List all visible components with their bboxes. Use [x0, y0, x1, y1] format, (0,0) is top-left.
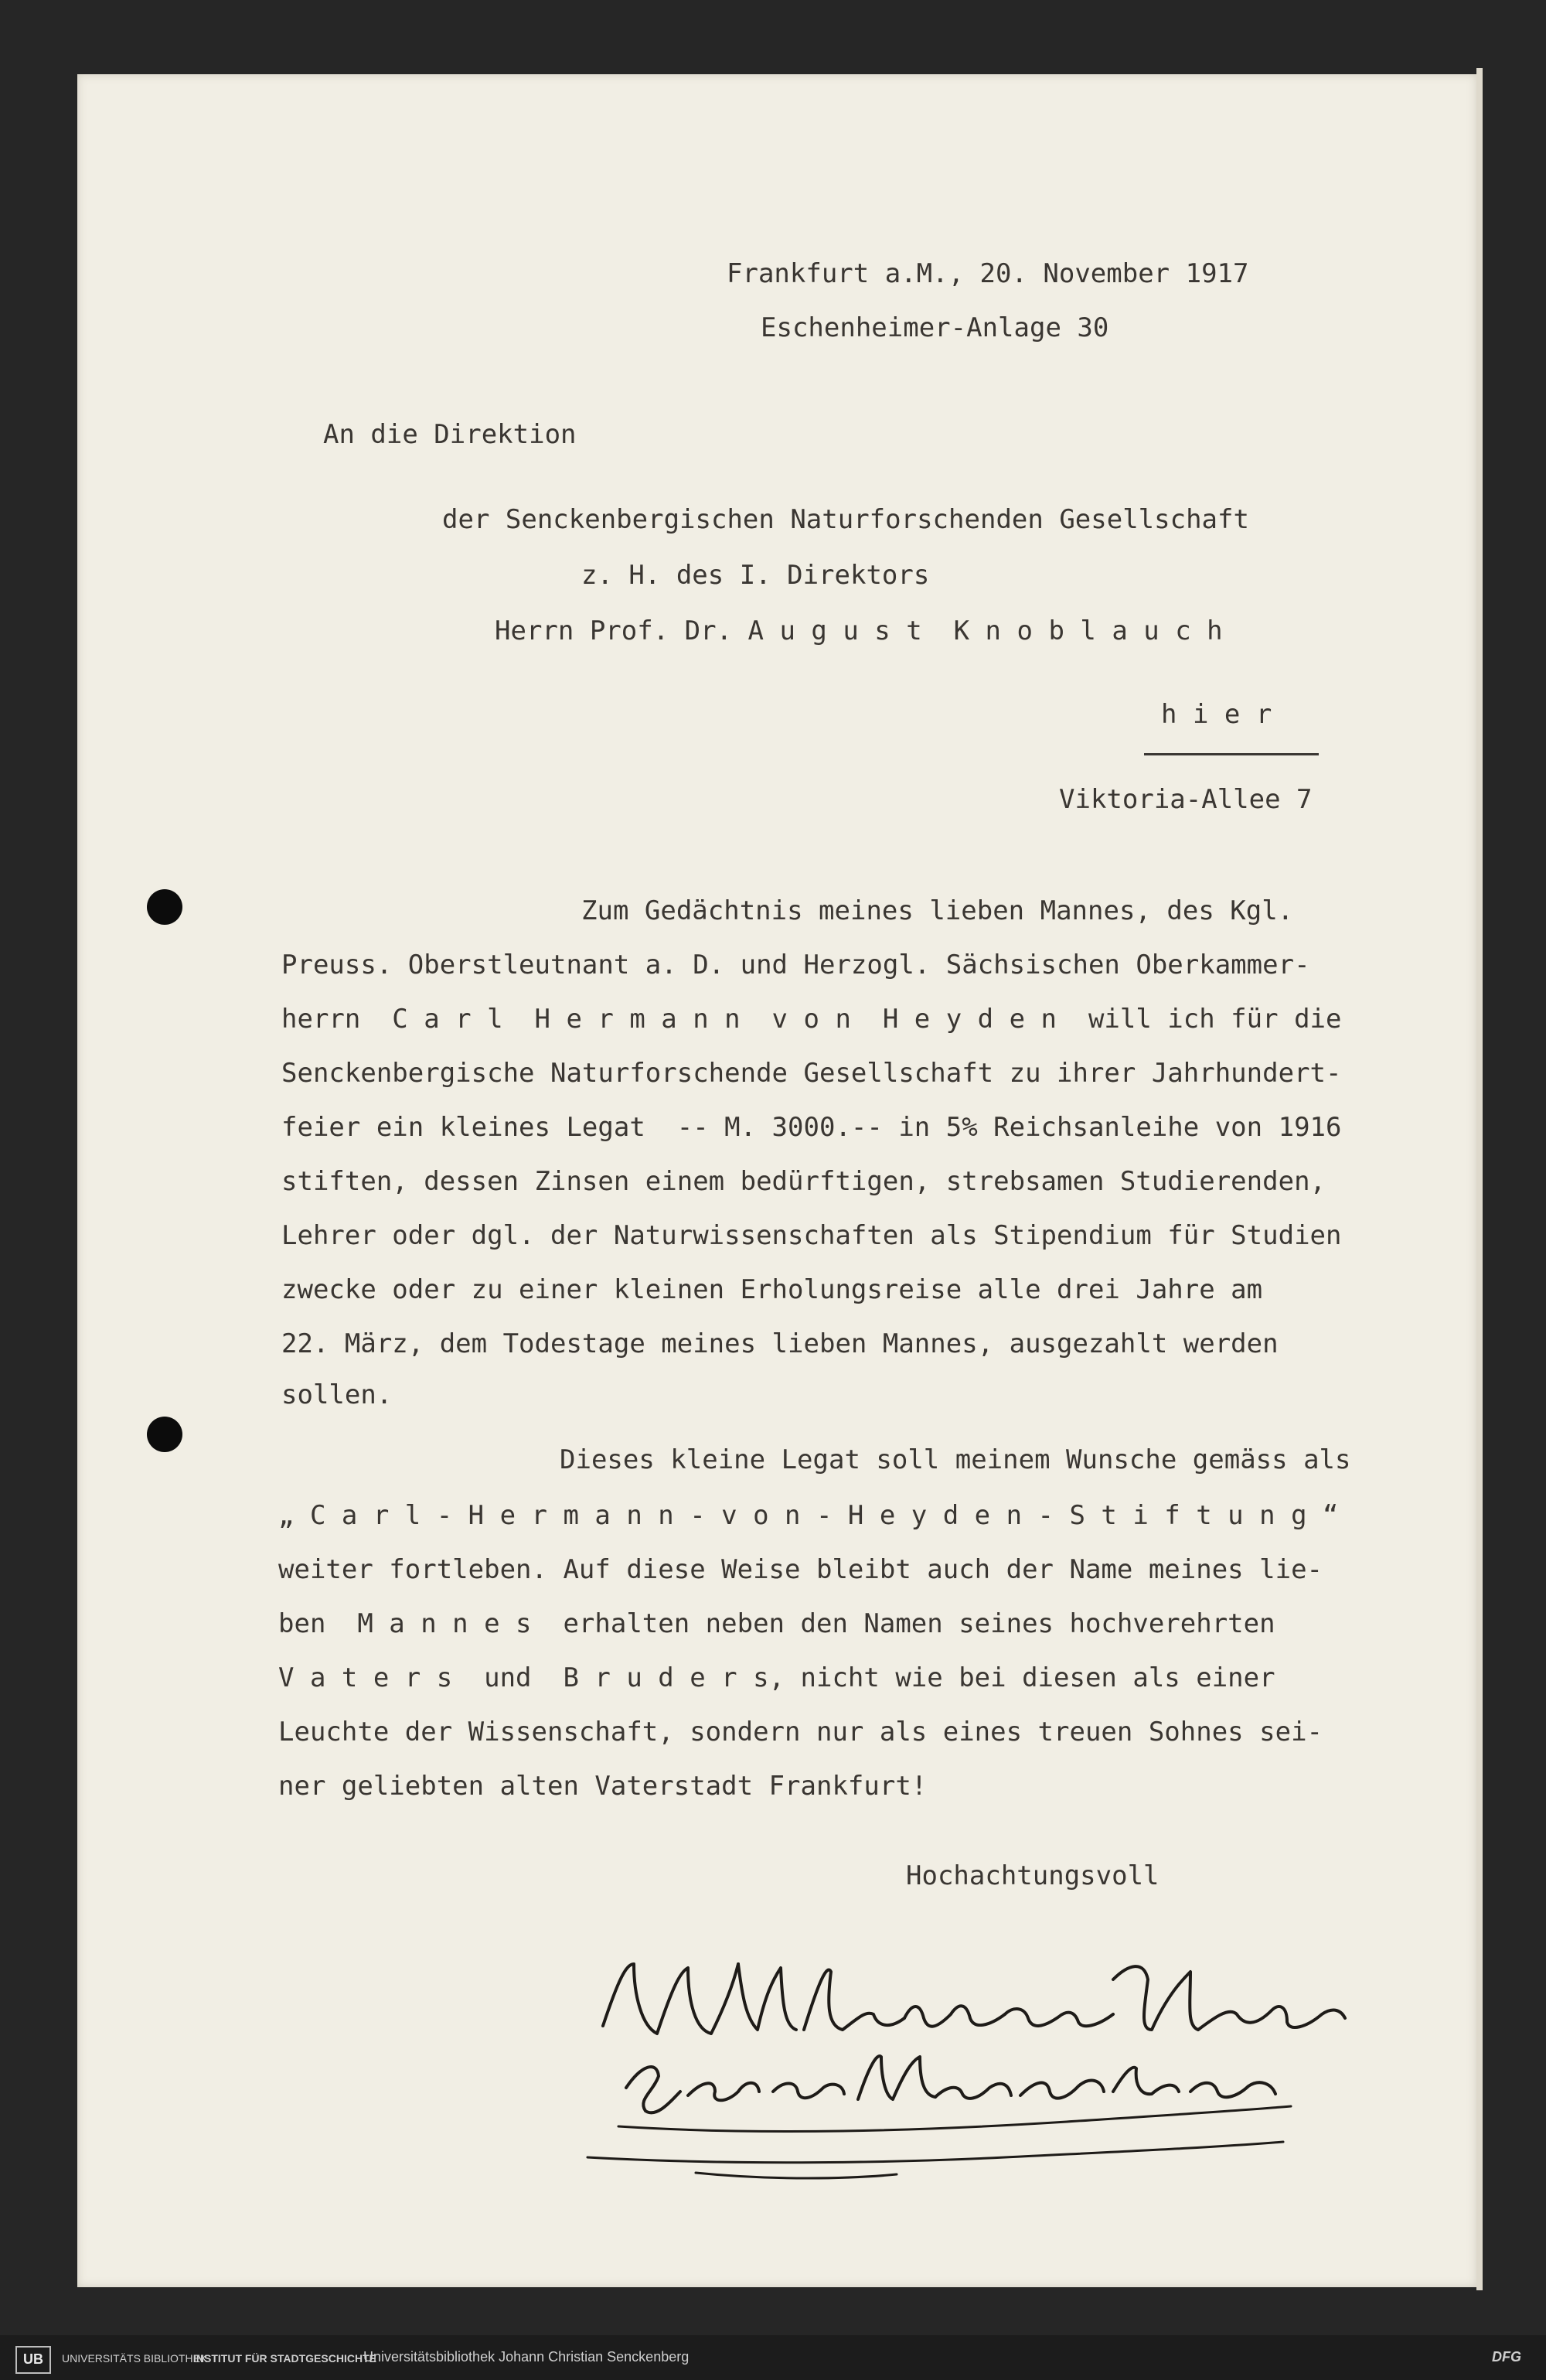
body-line: „ C a r l - H e r m a n n - v o n - H e y d e n - S t i f t u n g “ [278, 1500, 1339, 1531]
body-line: herrn C a r l H e r m a n n v o n H e y d e n will ich für die [281, 1004, 1342, 1035]
body-line: Preuss. Oberstleutnant a. D. und Herzogl. Sächsischen Oberkammer- [281, 950, 1310, 980]
body-line: Senckenbergische Naturforschende Gesellschaft zu ihrer Jahrhundert- [281, 1058, 1342, 1089]
recipient-line-1: An die Direktion [323, 419, 577, 450]
ub-text: UNIVERSITÄTS BIBLIOTHEK [62, 2352, 208, 2365]
body-line: Lehrer oder dgl. der Naturwissenschaften als Stipendium für Studien [281, 1220, 1342, 1251]
body-line: 22. März, dem Todestage meines lieben Mannes, ausgezahlt werden [281, 1328, 1279, 1359]
sender-address: Eschenheimer-Anlage 30 [761, 312, 1109, 343]
body-line: feier ein kleines Legat -- M. 3000.-- in 5% Reichsanleihe von 1916 [281, 1112, 1342, 1143]
institute-text: INSTITUT FÜR STADTGESCHICHTE [193, 2352, 376, 2365]
body-line: Dieses kleine Legat soll meinem Wunsche gemäss als [560, 1444, 1351, 1475]
handwritten-signature [572, 1933, 1407, 2196]
body-line: Zum Gedächtnis meines lieben Mannes, des Kgl. [581, 895, 1294, 926]
body-line: zwecke oder zu einer kleinen Erholungsreise alle drei Jahre am [281, 1274, 1263, 1305]
place-date: Frankfurt a.M., 20. November 1917 [727, 258, 1249, 289]
body-line: ner geliebten alten Vaterstadt Frankfurt! [278, 1771, 928, 1802]
closing: Hochachtungsvoll [906, 1860, 1160, 1891]
body-line: sollen. [281, 1379, 393, 1410]
recipient-line-3: z. H. des I. Direktors [581, 560, 930, 591]
footer-bar [0, 2335, 1546, 2380]
ub-logo: UB [15, 2346, 51, 2374]
recipient-line-6: Viktoria-Allee 7 [1059, 784, 1313, 815]
library-text: Universitätsbibliothek Johann Christian Senckenberg [363, 2349, 690, 2365]
dfg-logo: DFG [1492, 2349, 1521, 2365]
recipient-line-2: der Senckenbergischen Naturforschenden Gesellschaft [442, 504, 1249, 535]
body-line: Leuchte der Wissenschaft, sondern nur als eines treuen Sohnes sei- [278, 1717, 1323, 1747]
body-line: stiften, dessen Zinsen einem bedürftigen, strebsamen Studierenden, [281, 1166, 1326, 1197]
body-line: weiter fortleben. Auf diese Weise bleibt auch der Name meines lie- [278, 1554, 1323, 1585]
body-line: V a t e r s und B r u d e r s, nicht wie bei diesen als einer [278, 1662, 1275, 1693]
recipient-line-5: h i e r [1161, 699, 1272, 730]
punch-hole-top [147, 889, 182, 925]
paper-edge [1476, 68, 1483, 2290]
body-line: ben M a n n e s erhalten neben den Namen seines hochverehrten [278, 1608, 1275, 1639]
recipient-line-4: Herrn Prof. Dr. A u g u s t K n o b l a u c h [495, 615, 1223, 646]
punch-hole-bottom [147, 1417, 182, 1452]
underline-hier [1144, 753, 1319, 755]
